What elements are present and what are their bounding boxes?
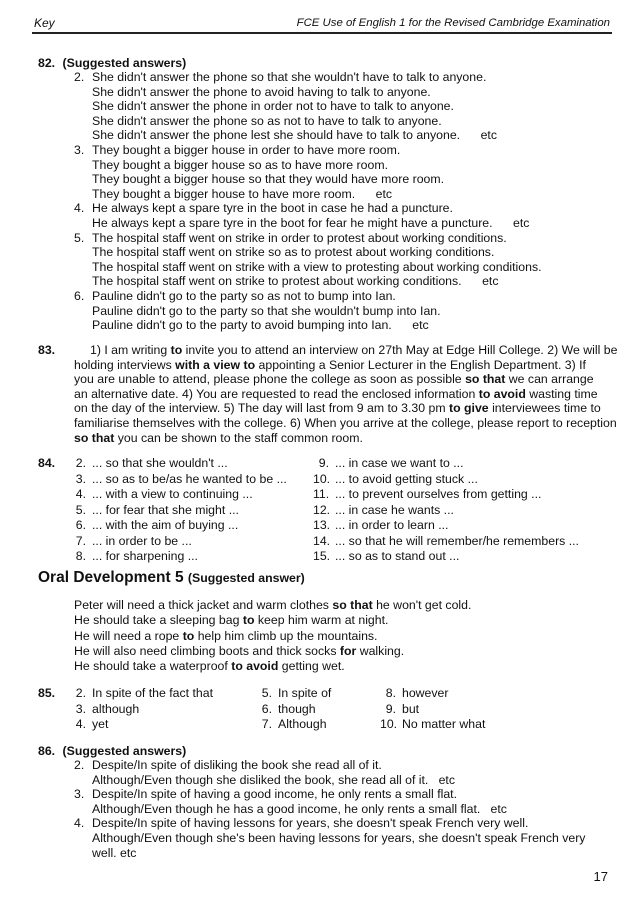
q86-answers [74, 758, 585, 860]
answer-line [74, 758, 585, 773]
item-number: 14. [313, 533, 331, 548]
item-number: 15. [313, 549, 331, 563]
list-item [380, 686, 485, 702]
item-number: 6. [261, 701, 272, 716]
item-number: 13. [313, 518, 331, 532]
item-number: 9. [318, 456, 329, 470]
item-text: ... in order to learn ... [335, 518, 449, 532]
list-item [74, 518, 287, 534]
answer-text: She didn't answer the phone so as not to have to talk to anyone. [92, 113, 442, 128]
q86-heading: 86. (Suggested answers) [38, 744, 187, 758]
answer-line [74, 99, 542, 114]
answer-line [74, 318, 542, 333]
answer-text: Pauline didn't go to the party so as not to bump into Ian. [92, 288, 396, 303]
item-text: ... in case we want to ... [335, 456, 464, 470]
item-text: ... so as to be/as he wanted to be ... [92, 471, 287, 486]
item-number: 3. [74, 142, 85, 157]
answer-text: She didn't answer the phone so that she wouldn't have to talk to anyone. [92, 70, 487, 84]
item-number: 5. [74, 230, 85, 245]
list-item [380, 702, 485, 718]
item-number: 5. [75, 502, 86, 517]
item-number: 7. [261, 717, 272, 731]
item-text: ... for fear that she might ... [92, 502, 239, 517]
answer-line [74, 114, 542, 129]
answer-text: Although/Even though she's been having lessons for years, she doesn't speak French very [92, 830, 586, 845]
answer-line [74, 128, 542, 143]
item-number: 4. [75, 487, 86, 501]
list-item [313, 456, 579, 472]
header-left: Key [34, 16, 55, 30]
item-text: ... so as to stand out ... [335, 549, 460, 563]
item-text: ... so that he will remember/he remembers ... [335, 533, 579, 548]
answer-text: Pauline didn't go to the party to avoid bumping into Ian. etc [92, 318, 429, 333]
item-number: 2. [74, 758, 85, 772]
list-item [74, 702, 213, 718]
item-number: 7. [75, 533, 86, 548]
list-item [74, 549, 287, 565]
page-number: 17 [593, 869, 608, 885]
answer-line [74, 846, 585, 861]
q83-paragraph: 1) I am writing to invite you to attend an interview on 27th May at Edge Hill College. 2) We will be holding interviews with a view to appointing a Senior Lecturer in the English Department. 3) If you are unable to attend, please phone the college as soon as possible so that we can arrange an alternative date. 4) You are requested to read the enclosed information to avoid wasting time on the day of the interview. 5) The day will last from 9 am to 3.30 pm to give interviewees time to familiarise themselves with the college. 6) When you arrive at the college, please report to reception so that you can be shown to the staff common room. [74, 343, 618, 445]
q84-number: 84. [38, 456, 56, 470]
answer-text: He always kept a spare tyre in the boot in case he had a puncture. [92, 201, 453, 216]
answer-line [74, 85, 542, 100]
item-number: 4. [75, 717, 86, 731]
item-text: No matter what [402, 717, 486, 731]
item-text: ... to prevent ourselves from getting ... [335, 487, 542, 501]
item-number: 6. [75, 518, 86, 532]
answer-text: They bought a bigger house in order to have more room. [92, 142, 401, 157]
item-text: however [402, 686, 449, 700]
list-item [380, 717, 485, 733]
q84-right-column [313, 456, 579, 565]
q85-column-1 [74, 686, 213, 733]
answer-text: Although/Even though he has a good income, he only rents a small flat. etc [92, 801, 507, 816]
q82-heading: 82. (Suggested answers) [38, 56, 187, 70]
answer-line [74, 787, 585, 802]
item-number: 4. [74, 816, 85, 831]
page-header [32, 14, 612, 34]
answer-line [74, 187, 542, 202]
answer-text: They bought a bigger house so that they would have more room. [92, 172, 445, 187]
item-number: 3. [75, 701, 86, 716]
item-text: In spite of the fact that [92, 686, 213, 700]
answer-text: The hospital staff went on strike so as to protest about working conditions. [92, 245, 495, 260]
list-item [74, 717, 213, 733]
list-item [313, 487, 579, 503]
q85-number: 85. [38, 686, 56, 700]
list-item [74, 472, 287, 488]
item-text: ... to avoid getting stuck ... [335, 471, 478, 486]
item-text: Although [278, 717, 327, 731]
oral-development-text: Peter will need a thick jacket and warm clothes so that he won't get cold. He should take a sleeping bag to keep him warm at night. He will need a rope to help him climb up the mountains. He will also need climbing boots and thick socks for walking. He should take a waterproof to avoid getting wet. [74, 598, 472, 674]
header-right: FCE Use of English 1 for the Revised Cambridge Examination [296, 17, 610, 29]
item-text: ... for sharpening ... [92, 549, 198, 563]
answer-text: Although/Even though she disliked the book, she read all of it. etc [92, 772, 455, 787]
item-number: 3. [75, 471, 86, 486]
item-number: 8. [385, 686, 396, 700]
answer-text: She didn't answer the phone to avoid having to talk to anyone. [92, 84, 431, 99]
item-number: 10. [313, 471, 331, 486]
item-text: ... in order to be ... [92, 533, 192, 548]
item-number: 6. [74, 288, 85, 303]
list-item [260, 686, 331, 702]
list-item [74, 686, 213, 702]
answer-text: Despite/In spite of having a good income, he only rents a small flat. [92, 787, 458, 802]
item-text: yet [92, 717, 109, 731]
item-text: but [402, 701, 420, 716]
answer-line [74, 231, 542, 246]
item-number: 2. [75, 686, 86, 700]
oral-development-title: Oral Development 5 (Suggested answer) [38, 569, 305, 586]
answer-text: The hospital staff went on strike in order to protest about working conditions. [92, 230, 507, 245]
list-item [313, 534, 579, 550]
answer-line [74, 831, 585, 846]
q85-column-3 [380, 686, 485, 733]
answer-line [74, 70, 542, 85]
list-item [313, 549, 579, 565]
answer-text: Despite/In spite of having lessons for years, she doesn't speak French very well. [92, 816, 529, 831]
answer-text: The hospital staff went on strike to protest about working conditions. etc [92, 274, 499, 289]
answer-text: He always kept a spare tyre in the boot for fear he might have a puncture. etc [92, 215, 530, 230]
answer-line [74, 201, 542, 216]
answer-line [74, 260, 542, 275]
answer-text: well. etc [92, 845, 137, 860]
item-text: ... so that she wouldn't ... [92, 456, 228, 470]
q83-number: 83. [38, 343, 56, 357]
item-text: although [92, 701, 140, 716]
item-text: ... with the aim of buying ... [92, 518, 239, 532]
list-item [74, 456, 287, 472]
answer-text: She didn't answer the phone in order not to have to talk to anyone. [92, 99, 454, 114]
answer-line [74, 143, 542, 158]
item-text: In spite of [278, 686, 332, 700]
answer-line [74, 216, 542, 231]
list-item [313, 518, 579, 534]
item-number: 10. [380, 717, 398, 731]
answer-text: Pauline didn't go to the party so that she wouldn't bump into Ian. [92, 303, 441, 318]
answer-line [74, 274, 542, 289]
answer-text: Despite/In spite of disliking the book she read all of it. [92, 758, 382, 772]
list-item [313, 472, 579, 488]
item-number: 2. [75, 456, 86, 470]
answer-line [74, 304, 542, 319]
answer-line [74, 172, 542, 187]
list-item [74, 487, 287, 503]
answer-line [74, 773, 585, 788]
item-number: 8. [75, 549, 86, 563]
list-item [313, 503, 579, 519]
item-number: 5. [261, 686, 272, 700]
list-item [74, 534, 287, 550]
item-number: 2. [74, 70, 85, 84]
list-item [260, 717, 331, 733]
answer-line [74, 245, 542, 260]
q85-column-2 [260, 686, 331, 733]
list-item [74, 503, 287, 519]
answer-line [74, 802, 585, 817]
q84-left-column [74, 456, 287, 565]
item-text: ... in case he wants ... [335, 502, 454, 517]
item-number: 11. [313, 487, 330, 501]
list-item [260, 702, 331, 718]
answer-line [74, 158, 542, 173]
item-text: though [278, 701, 316, 716]
answer-text: She didn't answer the phone lest she should have to talk to anyone. etc [92, 128, 497, 143]
answer-line [74, 816, 585, 831]
item-text: ... with a view to continuing ... [92, 487, 253, 501]
answer-text: They bought a bigger house to have more room. etc [92, 186, 393, 201]
answer-text: They bought a bigger house so as to have more room. [92, 157, 388, 172]
answer-line [74, 289, 542, 304]
item-number: 3. [74, 787, 85, 802]
item-number: 12. [313, 502, 331, 517]
item-number: 4. [74, 201, 85, 216]
item-number: 9. [385, 701, 396, 716]
answer-text: The hospital staff went on strike with a view to protesting about working conditions. [92, 259, 542, 274]
q82-answers [74, 70, 542, 333]
